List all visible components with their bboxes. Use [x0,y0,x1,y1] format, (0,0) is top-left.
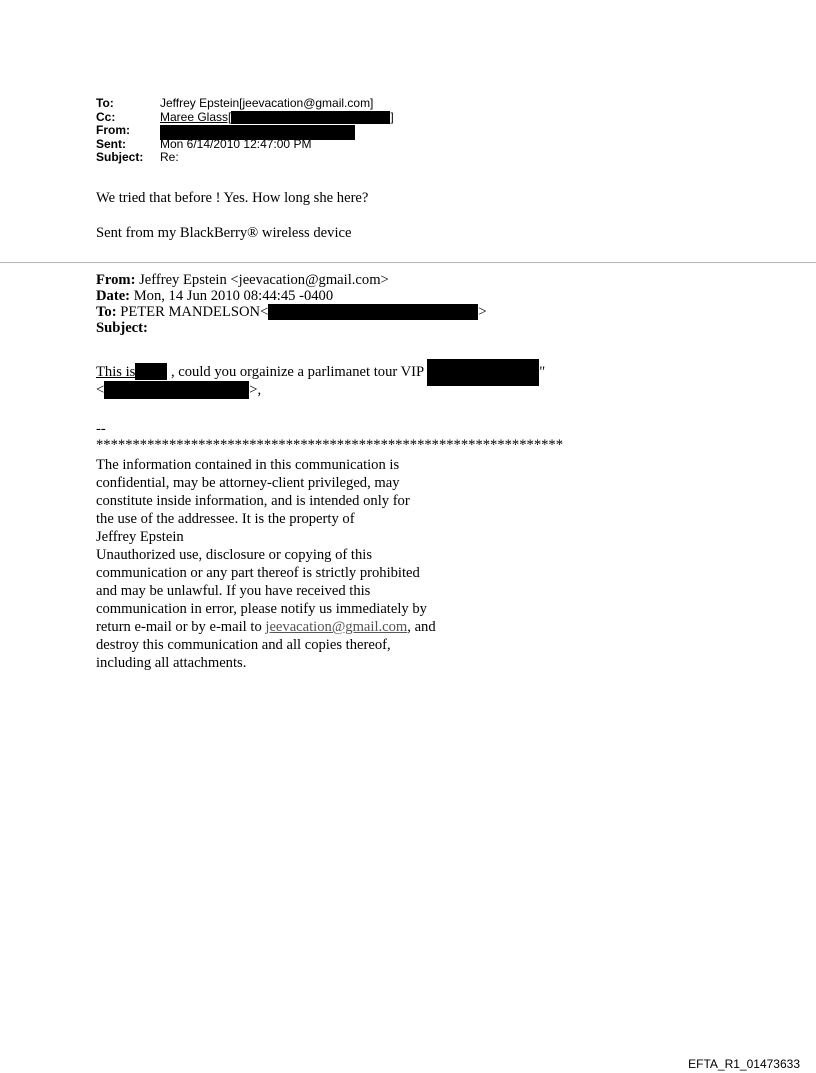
disclaimer-return-line [96,618,436,636]
reply-text: We tried that before ! Yes. How long she here? [96,190,369,206]
cc-close: ] [390,109,394,124]
disclaimer-block [96,456,436,672]
redaction-box [104,381,249,399]
separator-line [0,262,816,263]
cc-label: Cc: [96,109,116,124]
email-header [96,97,394,165]
header-to-row [96,97,394,111]
orig-subject-row [96,320,487,336]
orig-body-line2-close: >, [249,382,262,398]
redaction-box [231,111,390,124]
sent-value: Mon 6/14/2010 12:47:00 PM [160,136,312,151]
header-cc-row [96,111,394,125]
from-value [160,124,355,138]
header-from-row [96,124,394,138]
cc-name: Maree Glass[ [160,109,232,124]
disclaimer-line: Jeffrey Epstein [96,529,184,545]
disclaimer-line: the use of the addressee. It is the property of [96,511,355,527]
orig-to-value: PETER MANDELSON< [116,304,269,320]
orig-to-row [96,304,487,320]
orig-body-line2 [96,381,261,399]
redaction-box [135,363,167,380]
orig-to-close: > [478,304,487,320]
to-value: Jeffrey Epstein[jeevacation@gmail.com] [160,96,374,110]
orig-from-label: From: [96,272,136,288]
header-subject-row [96,151,394,165]
signature-text: Sent from my BlackBerry® wireless device [96,225,352,241]
disclaimer-line: Unauthorized use, disclosure or copying of this [96,547,373,563]
orig-body-line2-open: < [96,382,105,398]
to-label: To: [96,96,114,110]
disclaimer-dashes: -- [96,421,106,437]
orig-date-row [96,288,487,304]
orig-to-label: To: [96,304,117,320]
subject-label: Subject: [96,150,144,164]
disclaimer-line: communication or any part thereof is strictly prohibited [96,565,420,581]
disclaimer-line: confidential, may be attorney-client privileged, may [96,475,400,491]
orig-body-part2: , could you orgainize a parlimanet tour VIP [167,364,428,380]
from-label: From: [96,123,130,137]
orig-from-row [96,272,487,288]
disclaimer-stars: **************************************************************** [96,437,563,453]
orig-body-part1: This is [96,364,136,380]
disclaimer-line: and may be unlawful. If you have received this [96,583,371,599]
disclaimer-line: constitute inside information, and is intended only for [96,493,410,509]
orig-date-value: Mon, 14 Jun 2010 08:44:45 -0400 [130,288,334,304]
orig-body-line1 [96,363,545,381]
return-suffix: , and [407,619,436,635]
email-link[interactable]: jeevacation@gmail.com [265,619,408,635]
orig-from-value: Jeffrey Epstein <jeevacation@gmail.com> [135,272,389,288]
disclaimer-line: including all attachments. [96,655,247,671]
orig-subject-label: Subject: [96,320,148,336]
document-id: EFTA_R1_01473633 [688,1057,800,1071]
disclaimer-line: The information contained in this communication is [96,457,400,473]
cc-value [160,111,394,125]
orig-body-quote: " [539,364,546,380]
return-prefix: return e-mail or by e-mail to [96,619,266,635]
orig-date-label: Date: [96,288,131,304]
disclaimer-line: communication in error, please notify us immediately by [96,601,427,617]
redaction-box [268,304,478,320]
redaction-box [427,359,539,386]
disclaimer-line: destroy this communication and all copies thereof, [96,637,391,653]
subject-value: Re: [160,150,179,164]
original-message-header [96,272,487,336]
sent-label: Sent: [96,136,126,151]
